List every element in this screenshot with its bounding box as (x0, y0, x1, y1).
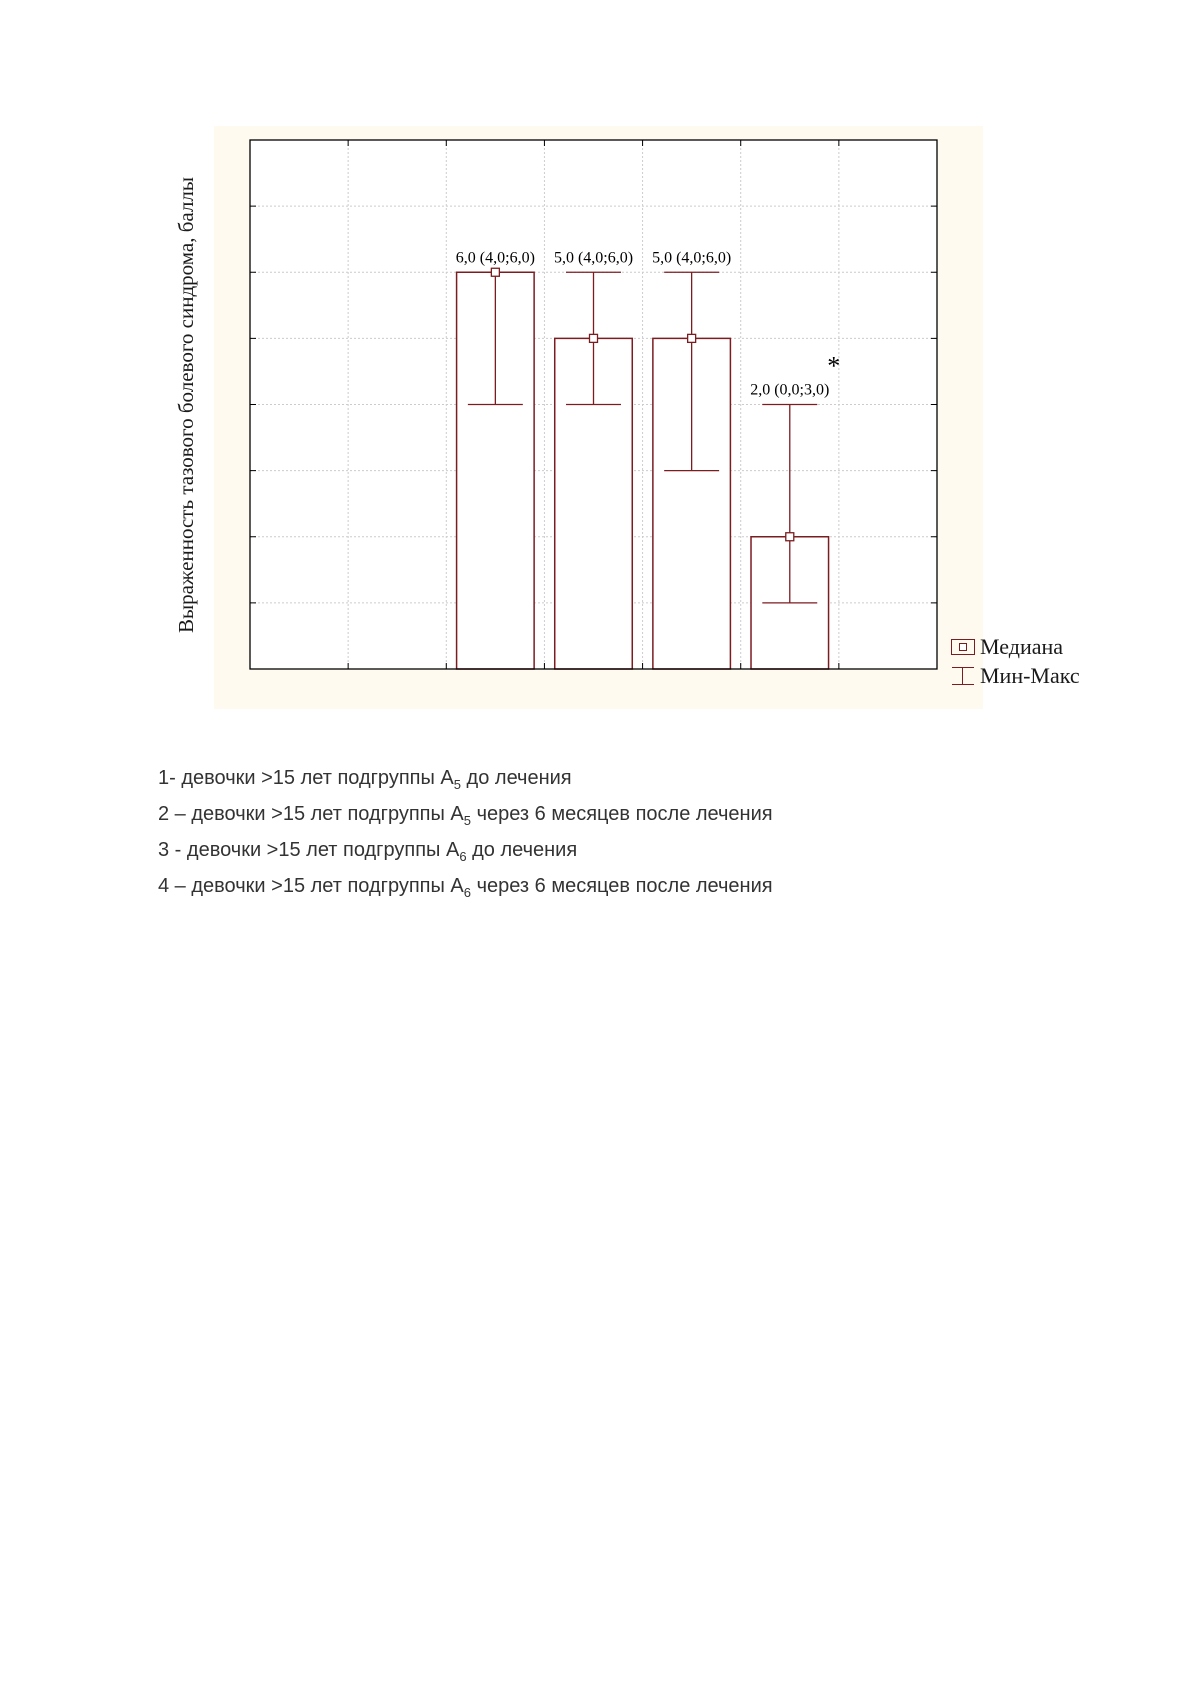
note-subscript: 5 (453, 777, 461, 792)
figure-note (158, 832, 773, 868)
note-suffix: через 6 месяцев после лечения (471, 875, 773, 897)
legend-item-median (948, 632, 1080, 661)
chart-svg (214, 126, 983, 709)
whisker-icon (948, 665, 978, 687)
note-suffix: до лечения (466, 839, 578, 861)
note-subscript: 6 (459, 849, 467, 864)
figure-notes (158, 760, 773, 904)
note-prefix: 4 – девочки >15 лет подгруппы А (158, 875, 464, 897)
figure-note (158, 868, 773, 904)
data-label: 5,0 (4,0;6,0) (553, 249, 634, 267)
median-marker-icon (948, 636, 978, 658)
figure-note (158, 796, 773, 832)
note-subscript: 6 (463, 885, 472, 900)
y-axis-label: Выраженность тазового болевого синдрома, баллы (174, 177, 198, 633)
median-marker (688, 334, 696, 342)
note-subscript: 5 (463, 813, 472, 828)
data-label: 6,0 (4,0;6,0) (455, 249, 535, 267)
data-label: 2,0 (0,0;3,0) (750, 381, 830, 399)
median-marker (590, 334, 598, 342)
data-label: 5,0 (4,0;6,0) (652, 249, 732, 267)
note-suffix: до лечения (461, 767, 572, 789)
chart-legend (948, 632, 1080, 690)
median-marker (786, 533, 794, 541)
chart-panel (214, 126, 983, 709)
figure-note (158, 760, 773, 796)
legend-label-median: Медиана (980, 634, 1064, 659)
note-prefix: 2 – девочки >15 лет подгруппы А (158, 803, 464, 825)
note-prefix: 3 - девочки >15 лет подгруппы А (158, 839, 460, 861)
note-suffix: через 6 месяцев после лечения (471, 803, 773, 825)
legend-label-minmax: Мин-Макс (980, 663, 1080, 688)
significance-mark: * (827, 351, 841, 381)
median-marker (491, 268, 499, 276)
note-prefix: 1- девочки >15 лет подгруппы А (158, 767, 454, 789)
legend-item-minmax (948, 661, 1080, 690)
